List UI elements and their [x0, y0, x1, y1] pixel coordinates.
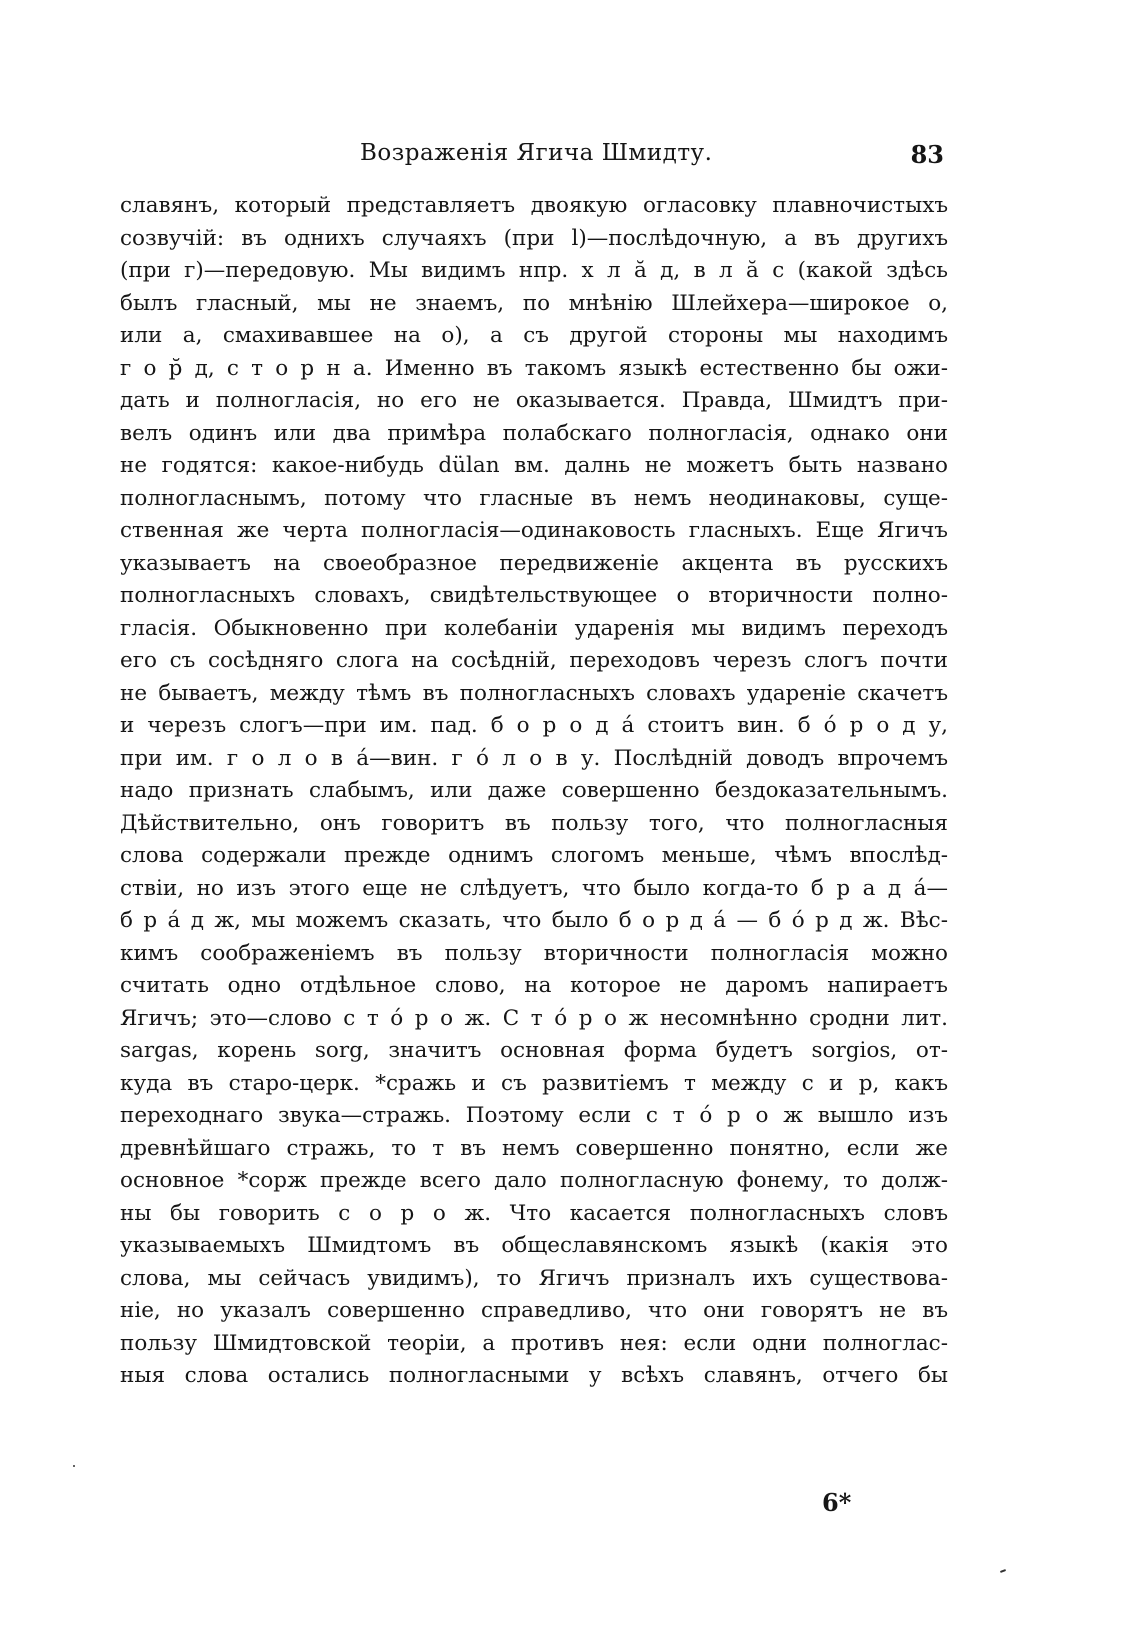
text-line: Ягичъ; это—слово с т ó р о ж. С т ó р о ж несомнѣнно сродни лит. — [120, 1005, 948, 1031]
text-line: полногласныхъ словахъ, свидѣтельствующее о вторичности полно- — [120, 583, 948, 608]
text-line: древнѣйшаго стражь, то т въ немъ совершенно понятно, если же — [120, 1135, 948, 1161]
text-line: г о р̆ д, с т о р н а. Именно въ такомъ языкѣ естественно бы ожи- — [120, 355, 948, 381]
text-line: не годятся: какое-нибудь dülan вм. далнь не можетъ быть названо — [120, 453, 948, 478]
text-line: указываетъ на своеобразное передвиженіе акцента въ русскихъ — [120, 550, 948, 576]
body-text — [120, 190, 948, 1393]
page-header — [120, 140, 950, 180]
text-line: Дѣйствительно, онъ говоритъ въ пользу того, что полногласныя — [120, 810, 948, 836]
text-line: слова содержали прежде однимъ слогомъ меньше, чѣмъ впослѣд- — [120, 843, 948, 868]
running-head: Возраженія Ягича Шмидту. — [360, 140, 713, 166]
text-line: ніе, но указалъ совершенно справедливо, что они говорятъ не въ — [120, 1298, 948, 1323]
text-line: ственная же черта полногласія—одинаковость гласныхъ. Еще Ягичъ — [120, 518, 948, 543]
text-line: считать одно отдѣльное слово, на которое не даромъ напираетъ — [120, 973, 948, 998]
page-number: 83 — [910, 140, 944, 169]
text-line: гласія. Обыкновенно при колебаніи ударенія мы видимъ переходъ — [120, 615, 948, 641]
text-line: былъ гласный, мы не знаемъ, по мнѣнію Шлейхера—широкое о, — [120, 290, 948, 316]
text-line: и черезъ слогъ—при им. пад. б о р о д á стоитъ вин. б ó р о д у, — [120, 713, 948, 738]
text-line: sargas, корень sorg, значитъ основная форма будетъ sorgios, от- — [120, 1038, 948, 1063]
text-line: при им. г о л о в á—вин. г ó л о в у. Послѣдній доводъ впрочемъ — [120, 745, 948, 771]
text-line: переходнаго звука—стражь. Поэтому если с т ó р о ж вышло изъ — [120, 1103, 948, 1128]
print-speck — [1000, 1569, 1006, 1573]
text-line: велъ одинъ или два примѣра полабскаго полногласія, однако они — [120, 420, 948, 446]
text-line: или а, смахивавшее на о), а съ другой стороны мы находимъ — [120, 323, 948, 348]
text-line: созвучій: въ однихъ случаяхъ (при l)—послѣдочную, а въ другихъ — [120, 225, 948, 251]
text-line: не бываетъ, между тѣмъ въ полногласныхъ словахъ удареніе скачетъ — [120, 680, 948, 706]
text-line: основное *сорж прежде всего дало полногласную фонему, то долж- — [120, 1168, 948, 1193]
text-line: полногласнымъ, потому что гласные въ немъ неодинаковы, суще- — [120, 485, 948, 511]
text-line: ныя слова остались полногласными у всѣхъ славянъ, отчего бы — [120, 1363, 948, 1388]
text-line: слова, мы сейчасъ увидимъ), то Ягичъ призналъ ихъ существова- — [120, 1265, 948, 1291]
signature-mark: 6* — [822, 1488, 852, 1517]
text-line: дать и полногласія, но его не оказывается. Правда, Шмидтъ при- — [120, 388, 948, 413]
text-line: его съ сосѣдняго слога на сосѣдній, переходовъ черезъ слогъ почти — [120, 648, 948, 673]
text-line: указываемыхъ Шмидтомъ въ общеславянскомъ языкѣ (какія это — [120, 1233, 948, 1258]
text-line: пользу Шмидтовской теоріи, а противъ нея: если одни полноглас- — [120, 1330, 948, 1356]
text-line: кимъ соображеніемъ въ пользу вторичности полногласія можно — [120, 940, 948, 966]
print-speck — [73, 1465, 75, 1467]
text-line: ствіи, но изъ этого еще не слѣдуетъ, что было когда-то б р а д á— — [120, 875, 948, 901]
text-line: славянъ, который представляетъ двоякую огласовку плавночистыхъ — [120, 193, 948, 218]
text-line: б р á д ж, мы можемъ сказать, что было б о р д á — б ó р д ж. Вѣс- — [120, 908, 948, 933]
text-line: куда въ старо-церк. *сражь и съ развитіемъ т между с и р, какъ — [120, 1070, 948, 1096]
text-line: (при г)—передовую. Мы видимъ нпр. х л ă д, в л ă с (какой здѣсь — [120, 258, 948, 283]
text-line: надо признать слабымъ, или даже совершенно бездоказательнымъ. — [120, 778, 948, 803]
text-line: ны бы говорить с о р о ж. Что касается полногласныхъ словъ — [120, 1200, 948, 1226]
